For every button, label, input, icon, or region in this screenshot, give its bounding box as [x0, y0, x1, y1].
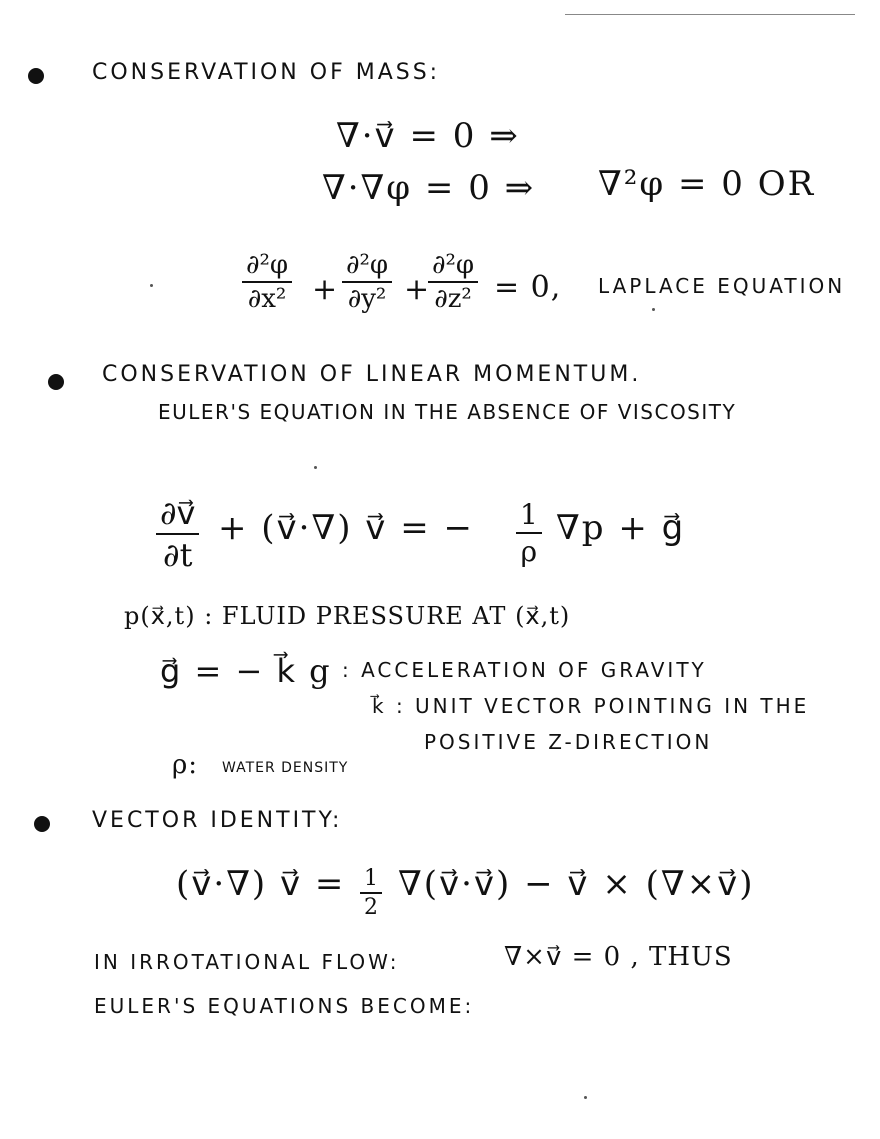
euler-one-over-rho: 1 ρ: [516, 498, 542, 568]
plus-sign-2: +: [404, 272, 431, 307]
stray-mark: [652, 308, 655, 311]
irrotational-flow-text: IN IRROTATIONAL FLOW:: [94, 950, 400, 974]
gravity-vector-equation: g⃗ = − k⃗ g: [160, 652, 332, 690]
laplacian-equation: ∇²φ = 0 OR: [598, 164, 816, 204]
top-rule: [565, 14, 855, 15]
euler-equations-become: EULER'S EQUATIONS BECOME:: [94, 994, 475, 1018]
stray-mark: [150, 284, 153, 287]
laplace-rhs: = 0,: [494, 270, 562, 305]
euler-rhs: ∇p + g⃗: [556, 508, 686, 548]
euler-subheading: EULER'S EQUATION IN THE ABSENCE OF VISCOSITY: [158, 400, 737, 424]
continuity-equation: ∇·v⃗ = 0 ⇒: [336, 116, 520, 156]
stray-mark: [314, 466, 317, 469]
plus-sign-1: +: [312, 272, 339, 307]
water-density-label: WATER DENSITY: [222, 760, 349, 776]
unit-vector-definition-cont: POSITIVE Z-DIRECTION: [424, 730, 713, 754]
potential-divergence-equation: ∇·∇φ = 0 ⇒: [322, 168, 536, 208]
heading-linear-momentum: CONSERVATION OF LINEAR MOMENTUM.: [102, 362, 642, 387]
identity-lhs: (v⃗·∇) v⃗ =: [176, 864, 346, 904]
stray-mark: [584, 1096, 587, 1099]
rho-symbol: ρ:: [172, 750, 199, 780]
laplace-term-z: ∂²φ ∂z²: [428, 250, 478, 314]
pressure-definition: p(x⃗,t) : FLUID PRESSURE AT (x⃗,t): [124, 602, 571, 630]
heading-conservation-of-mass: CONSERVATION OF MASS:: [92, 60, 441, 85]
unit-vector-definition: k⃗ : UNIT VECTOR POINTING IN THE: [372, 694, 810, 718]
identity-rhs: ∇(v⃗·v⃗) − v⃗ × (∇×v⃗): [398, 864, 755, 904]
laplace-term-x: ∂²φ ∂x²: [242, 250, 292, 314]
heading-vector-identity: VECTOR IDENTITY:: [92, 808, 343, 833]
bullet-mass: [28, 68, 44, 84]
gravity-definition: : ACCELERATION OF GRAVITY: [342, 658, 707, 682]
euler-time-derivative: ∂v⃗ ∂t: [156, 494, 199, 574]
irrotational-flow-equation: ∇×v⃗ = 0 , THUS: [504, 942, 733, 972]
euler-convective-term: + (v⃗·∇) v⃗ = −: [218, 508, 475, 548]
laplace-term-y: ∂²φ ∂y²: [342, 250, 392, 314]
laplace-equation-label: LAPLACE EQUATION: [598, 274, 846, 298]
bullet-momentum: [48, 374, 64, 390]
identity-one-half: 1 2: [360, 866, 382, 920]
bullet-vector-identity: [34, 816, 50, 832]
